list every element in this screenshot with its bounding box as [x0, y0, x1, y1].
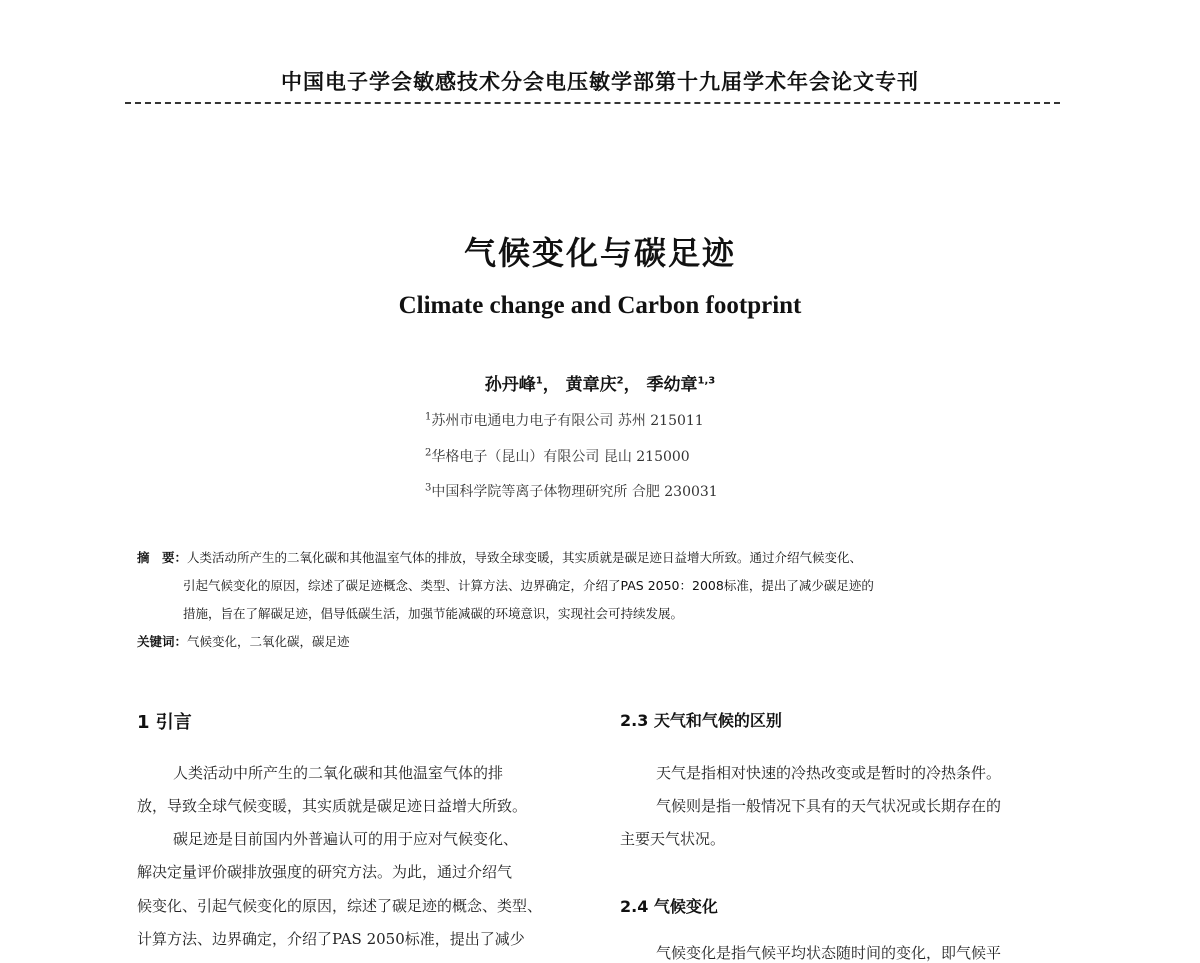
affiliation — [425, 446, 690, 466]
section-heading: 1 引言 — [137, 712, 192, 733]
keywords-label: 关键词： — [137, 634, 188, 649]
keywords — [137, 632, 350, 650]
abstract-line: 引起气候变化的原因，综述了碳足迹概念、类型、计算方法、边界确定，介绍了PAS 2050：2008标准，提出了减少碳足迹的 — [183, 578, 874, 593]
body-line: 候变化、引起气候变化的原因，综述了碳足迹的概念、类型、 — [137, 897, 543, 915]
aff-sup: 2 — [425, 447, 432, 459]
author-sup: 1,3 — [697, 375, 716, 387]
keywords-text: 气候变化，二氧化碳，碳足迹 — [187, 634, 350, 649]
body-line: 碳足迹是目前国内外普遍认可的用于应对气候变化、 — [173, 830, 519, 848]
authors: 孙丹峰$^1$， 黄章庆$^2$， 季幼章$^{1,3}$ — [484, 375, 716, 395]
aff-sup: 1 — [425, 411, 432, 423]
author-sup: 2 — [616, 375, 624, 387]
aff-text: 中国科学院等离子体物理研究所 合肥 230031 — [431, 484, 718, 500]
affiliation — [425, 410, 704, 430]
body-line: 解决定量评价碳排放强度的研究方法。为此，通过介绍气 — [137, 863, 513, 881]
abstract-line: 人类活动所产生的二氧化碳和其他温室气体的排放，导致全球变暖，其实质就是碳足迹日益增大所致。通过介绍气候变化、 — [187, 550, 863, 565]
author: 黄章庆 — [565, 375, 617, 395]
abstract — [137, 548, 862, 566]
header-rule — [125, 102, 1060, 104]
aff-text: 苏州市电通电力电子有限公司 苏州 215011 — [431, 413, 704, 429]
body-line: 气候变化是指气候平均状态随时间的变化，即气候平 — [656, 944, 1002, 962]
body-line: 计算方法、边界确定，介绍了PAS 2050标准，提出了减少 — [137, 930, 525, 948]
section-heading: 2.3 天气和气候的区别 — [620, 711, 782, 730]
paper-title: 气候变化与碳足迹 — [463, 234, 736, 272]
abstract-line: 措施，旨在了解碳足迹，倡导低碳生活，加强节能减碳的环境意识，实现社会可持续发展。 — [183, 606, 684, 621]
body-line: 气候则是指一般情况下具有的天气状况或长期存在的 — [656, 797, 1002, 815]
body-line: 主要天气状况。 — [620, 830, 726, 848]
author-sup: 1 — [535, 375, 543, 387]
aff-sup: 3 — [425, 482, 432, 494]
section-heading: 2.4 气候变化 — [620, 897, 718, 916]
abstract-label: 摘 要： — [137, 550, 188, 565]
aff-text: 华格电子（昆山）有限公司 昆山 215000 — [431, 449, 690, 465]
author: 孙丹峰 — [484, 375, 536, 395]
affiliation — [425, 481, 718, 501]
body-line: 人类活动中所产生的二氧化碳和其他温室气体的排 — [173, 764, 504, 782]
body-line: 天气是指相对快速的冷热改变或是暂时的冷热条件。 — [656, 764, 1002, 782]
body-line: 放，导致全球气候变暖，其实质就是碳足迹日益增大所致。 — [137, 797, 528, 815]
author: 季幼章 — [646, 375, 698, 395]
english-title: Climate change and Carbon footprint — [398, 292, 802, 319]
journal-header: 中国电子学会敏感技术分会电压敏学部第十九届学术年会论文专刊 — [281, 70, 919, 94]
